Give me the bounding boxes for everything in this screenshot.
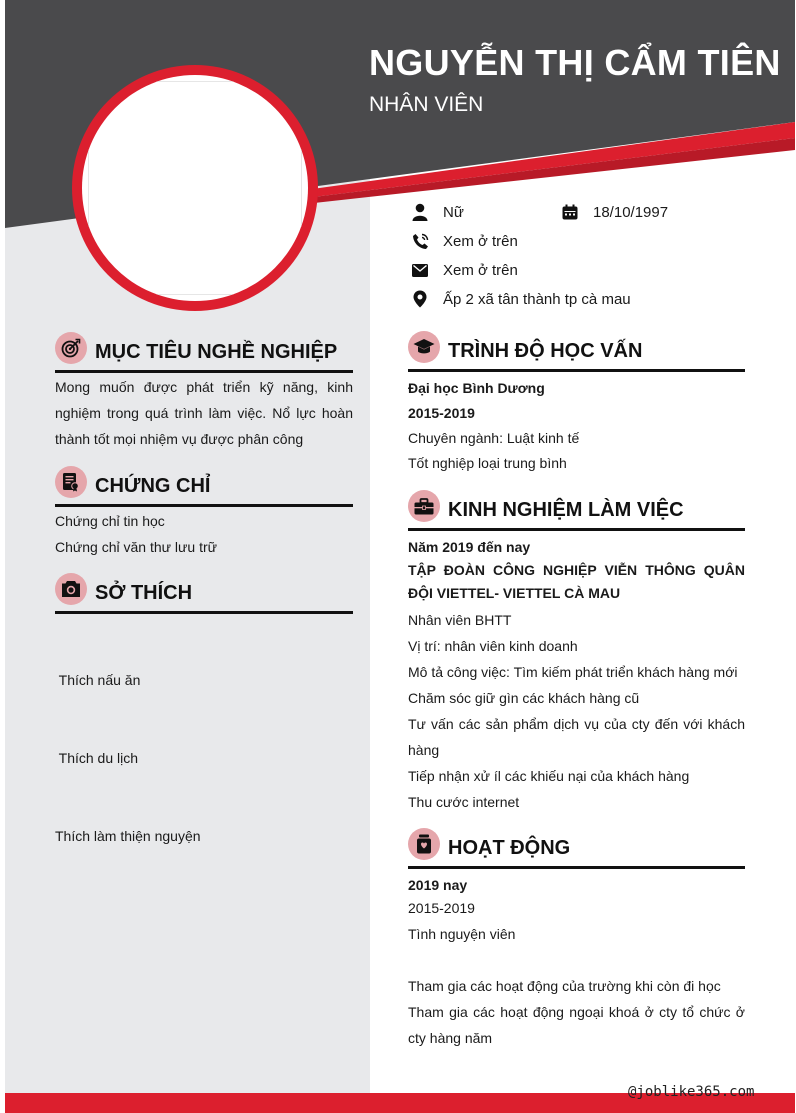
activities-role: Tình nguyện viên (408, 926, 516, 942)
hobbies-section (55, 573, 353, 901)
activities-header (408, 828, 745, 869)
certificates-title: CHỨNG CHỈ (95, 475, 211, 497)
target-icon (55, 332, 87, 364)
hobbies-list (55, 615, 353, 901)
education-body (408, 376, 745, 476)
list-item: Chứng chỉ văn thư lưu trữ (55, 539, 217, 555)
activities-period: 2019 nay (408, 877, 468, 893)
experience-position: Nhân viên BHTT (408, 612, 512, 628)
experience-section (408, 490, 745, 815)
list-item: Thích nấu ăn (55, 672, 141, 688)
list-item: Thích du lịch (55, 750, 139, 766)
address-value: Ấp 2 xã tân thành tp cà mau (443, 290, 631, 308)
list-item: Tham gia các hoạt động của trường khi còn đi học (408, 978, 721, 994)
list-item: Chăm sóc giữ gìn các khách hàng cũ (408, 690, 640, 706)
activities-section (408, 828, 745, 1051)
list-item: Thích làm thiện nguyện (55, 828, 201, 844)
certificates-section (55, 466, 353, 560)
activities-body (408, 873, 745, 1051)
experience-period: Năm 2019 đến nay (408, 539, 531, 555)
experience-role: Vị trí: nhân viên kinh doanh (408, 638, 578, 654)
mail-icon (410, 260, 430, 280)
activities-sub-period: 2015-2019 (408, 900, 475, 916)
person-icon (410, 202, 430, 222)
list-item: Thu cước internet (408, 794, 520, 810)
company-name: TẬP ĐOÀN CÔNG NGHIỆP VIỄN THÔNG QUÂN ĐỘI VIETTEL- VIETTEL CÀ MAU (408, 562, 745, 601)
list-item: Tiếp nhận xử íl các khiếu nại của khách hàng (408, 768, 690, 784)
list-item: Tham gia các hoạt động ngoại khoá ở cty tổ chức ở cty hàng năm (408, 1004, 745, 1046)
contact-email (410, 260, 518, 280)
education-major: Chuyên ngành: Luật kinh tế (408, 430, 580, 446)
school-name: Đại học Bình Dương (408, 380, 545, 396)
candidate-job-title: NHÂN VIÊN (369, 93, 484, 116)
certificate-icon (55, 466, 87, 498)
resume-page (5, 0, 795, 1113)
objective-section (55, 332, 353, 452)
certificates-header (55, 466, 353, 507)
education-result: Tốt nghiệp loại trung bình (408, 455, 567, 471)
activities-title: HOẠT ĐỘNG (448, 837, 571, 859)
email-value: Xem ở trên (443, 261, 518, 279)
contact-birthday (560, 202, 668, 222)
calendar-icon (560, 202, 580, 222)
experience-body (408, 535, 745, 815)
phone-icon (410, 231, 430, 251)
contact-gender (410, 202, 464, 222)
watermark: @joblike365.com (628, 1084, 755, 1100)
contact-phone (410, 231, 518, 251)
contact-address (410, 289, 631, 309)
hobbies-title: SỞ THÍCH (95, 582, 193, 604)
graduation-cap-icon (408, 331, 440, 363)
certificates-list (55, 508, 353, 560)
candidate-name: NGUYỄN THỊ CẨM TIÊN (369, 42, 781, 83)
list-item: Tư vấn các sản phẩm dịch vụ của cty đến với khách hàng (408, 716, 745, 758)
education-header (408, 331, 745, 372)
list-item: Mô tả công việc: Tìm kiếm phát triển khách hàng mới (408, 664, 738, 680)
objective-title: MỤC TIÊU NGHỀ NGHIỆP (95, 341, 338, 363)
phone-value: Xem ở trên (443, 232, 518, 250)
education-title: TRÌNH ĐỘ HỌC VẤN (448, 340, 643, 362)
list-item: Chứng chỉ tin học (55, 513, 165, 529)
location-icon (410, 289, 430, 309)
education-section (408, 331, 745, 476)
gender-value: Nữ (443, 203, 464, 221)
jar-icon (408, 828, 440, 860)
birthday-value: 18/10/1997 (593, 203, 669, 221)
objective-header (55, 332, 353, 373)
education-period: 2015-2019 (408, 405, 475, 421)
avatar (72, 65, 318, 311)
briefcase-icon (408, 490, 440, 522)
objective-text: Mong muốn được phát triển kỹ năng, kinh nghiệm trong quá trình làm việc. Nổ lực hoàn thành tốt mọi nhiệm vụ được phân công (55, 379, 353, 447)
experience-title: KINH NGHIỆM LÀM VIỆC (448, 499, 684, 521)
hobbies-header (55, 573, 353, 614)
avatar-photo (82, 75, 308, 301)
camera-icon (55, 573, 87, 605)
experience-header (408, 490, 745, 531)
